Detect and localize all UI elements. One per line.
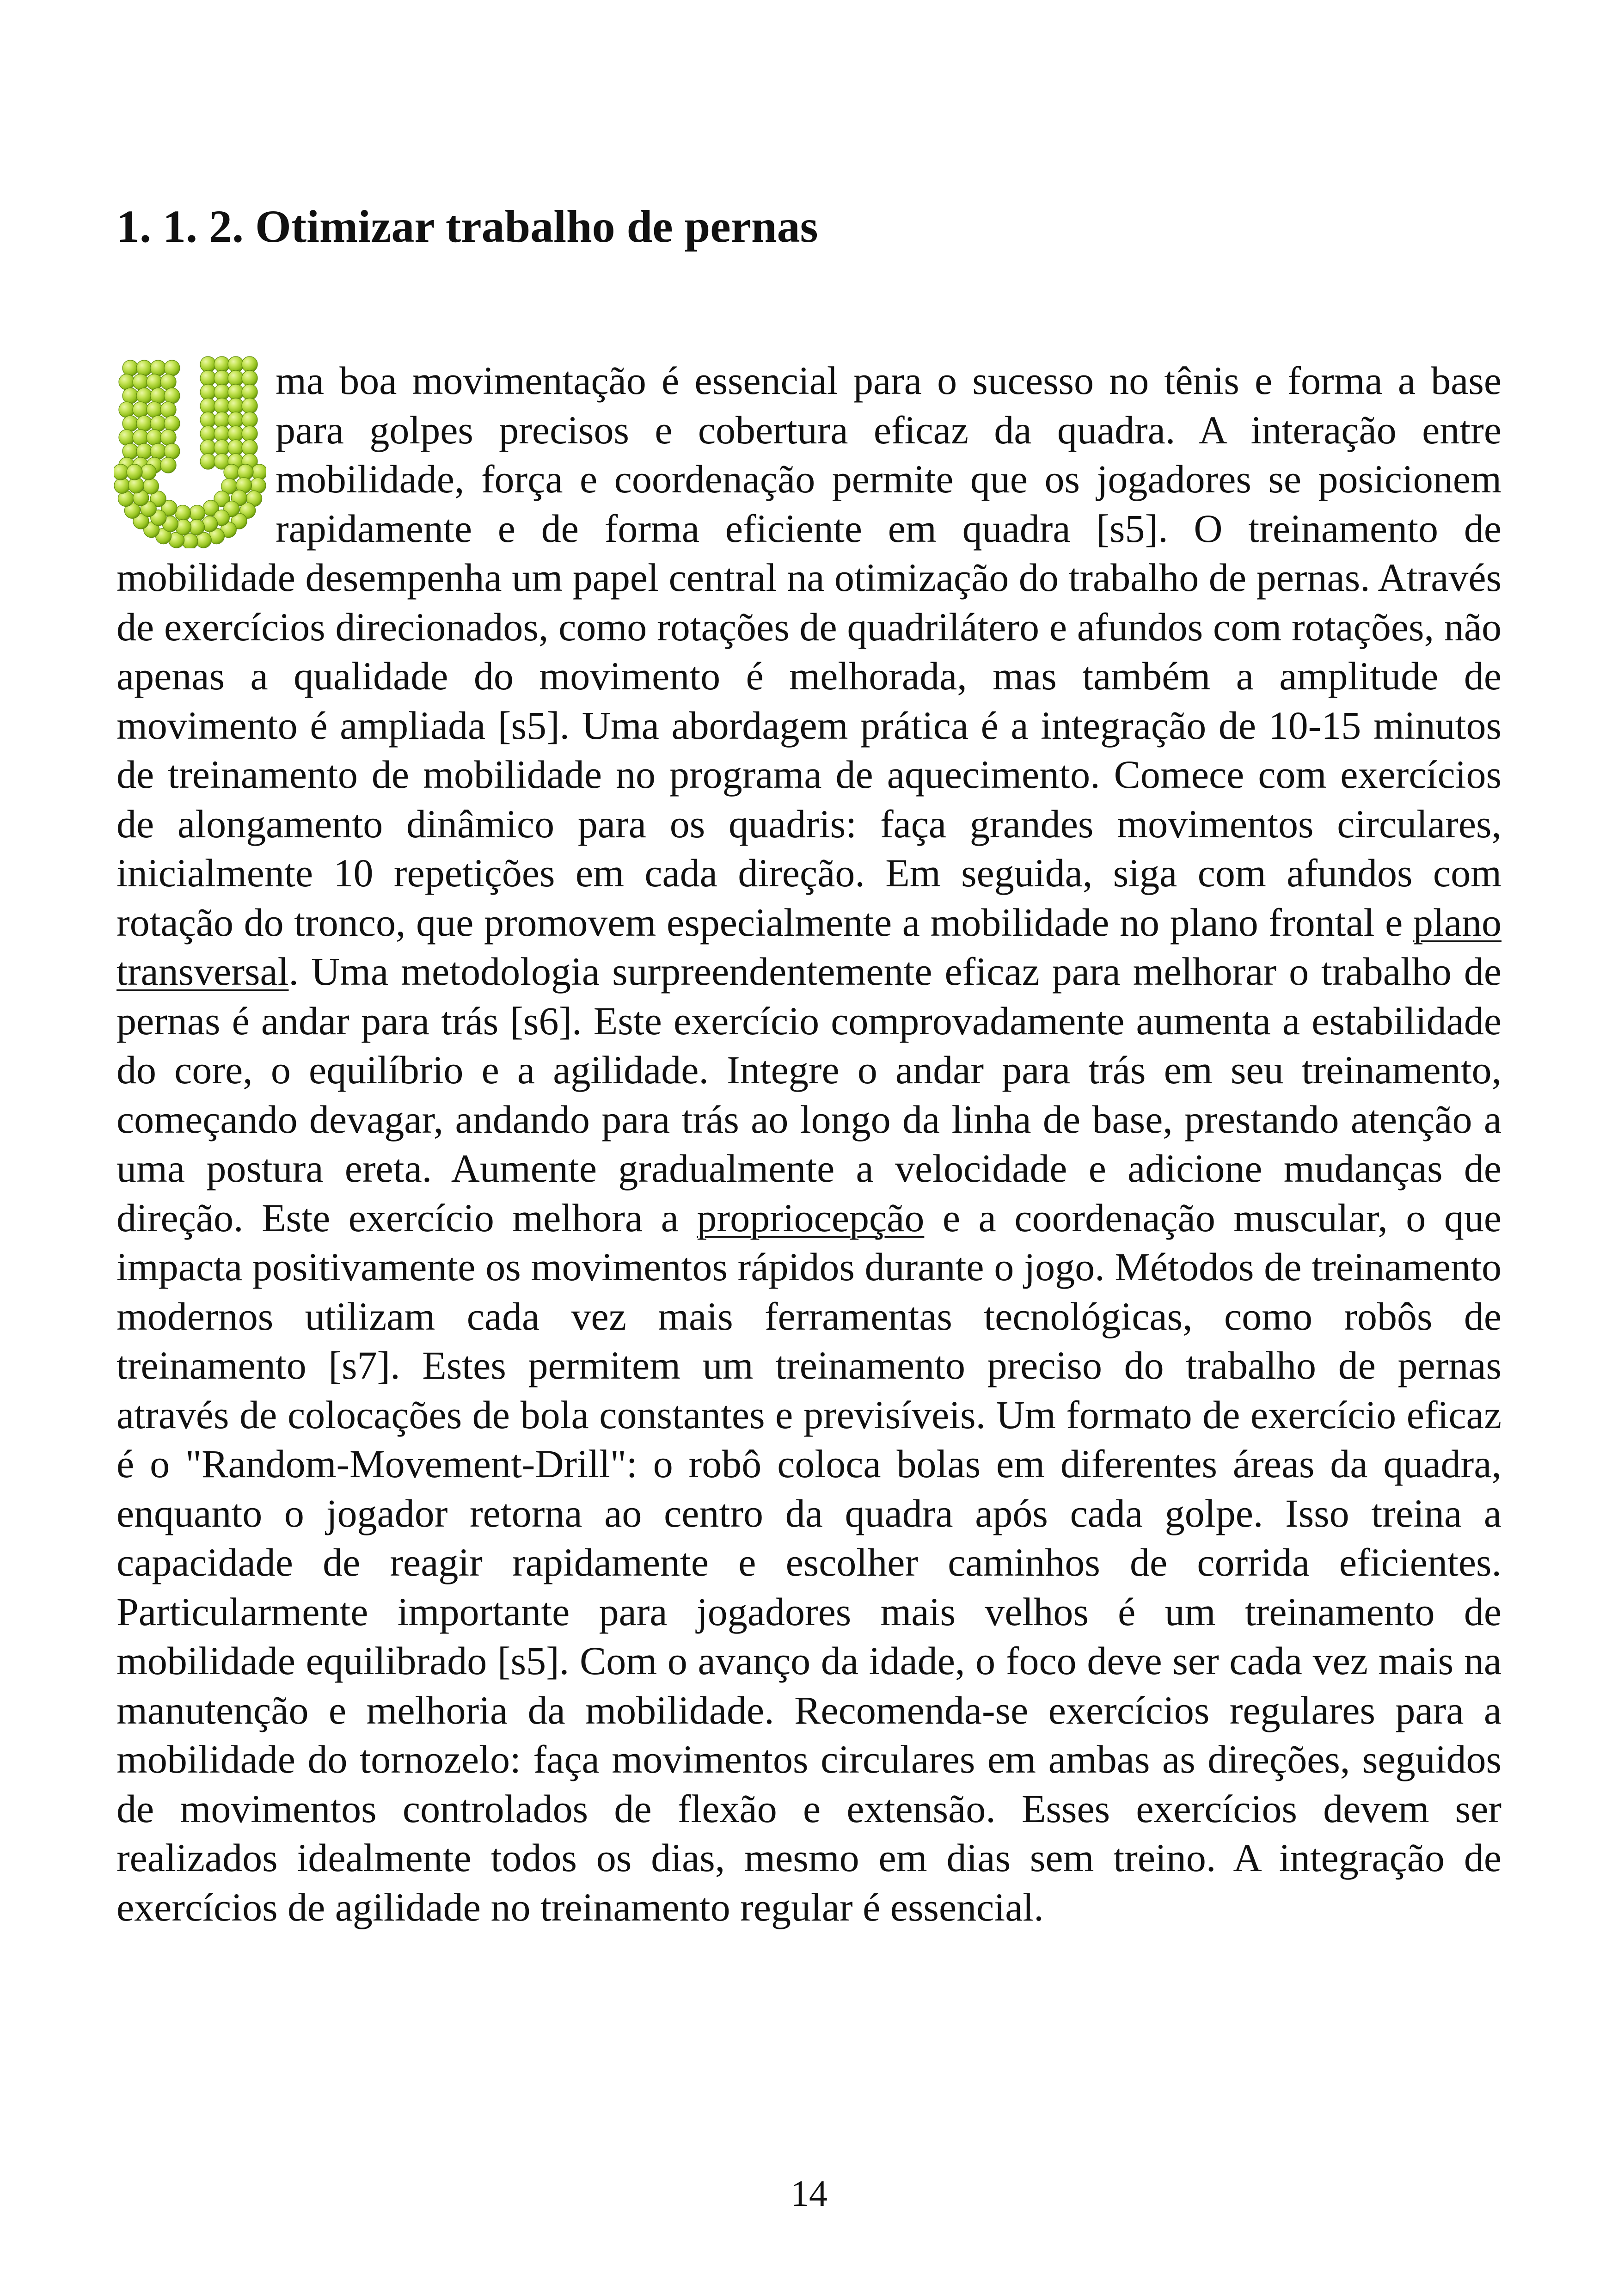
tennis-ball-icon bbox=[150, 443, 166, 459]
tennis-ball-icon bbox=[150, 360, 166, 376]
tennis-ball-icon bbox=[214, 412, 230, 428]
tennis-ball-icon bbox=[190, 505, 205, 521]
tennis-ball-icon bbox=[214, 384, 230, 400]
tennis-ball-icon bbox=[164, 416, 180, 431]
tennis-ball-icon bbox=[136, 443, 152, 459]
tennis-ball-icon bbox=[200, 384, 216, 400]
tennis-ball-icon bbox=[224, 464, 239, 480]
link-plano-transversal[interactable]: plano transversal bbox=[116, 900, 1502, 994]
tennis-ball-icon bbox=[164, 443, 180, 459]
tennis-ball-icon bbox=[200, 426, 216, 442]
body-text-part-3: e a coordenação muscular, o que impacta positivamente os movimentos rápidos durante o jogo. Métodos de treinamento modernos utilizam cada vez mais ferramentas tecnológicas, como robôs de treinamento [s7]. Estes permitem um treinamento preciso do trabalho de pernas através de colocações de bola constantes e previsíveis. Um formato de exercício eficaz é o "Random-Movement-Drill": o robô coloca bolas em diferentes áreas da quadra, enquanto o jogador retorna ao centro da quadra após cada golpe. Isso treina a capacidade de reagir rapidamente e escolher caminhos de corrida eficientes. Particularmente importante para jogadores mais velhos é um treinamento de mobilidade equilibrado [s5]. Com o avanço da idade, o foco deve ser cada vez mais na manutenção e melhoria da mobilidade. Recomenda-se exercícios regulares para a mobilidade do tornozelo: faça movimentos circulares em ambas as direções, seguidos de movimentos controlados de flexão e extensão. Esses exercícios devem ser realizados idealmente todos os dias, mesmo em dias sem treino. A integração de exercícios de agilidade no treinamento regular é essencial. bbox=[116, 1195, 1502, 1929]
tennis-ball-icon bbox=[242, 370, 257, 386]
tennis-ball-icon bbox=[119, 374, 135, 390]
tennis-ball-icon bbox=[200, 440, 216, 455]
tennis-ball-icon bbox=[214, 370, 230, 386]
tennis-ball-icon bbox=[123, 360, 138, 376]
tennis-ball-icon bbox=[214, 356, 230, 372]
tennis-ball-icon bbox=[228, 398, 244, 414]
tennis-ball-icon bbox=[147, 374, 162, 390]
tennis-ball-icon bbox=[160, 430, 176, 445]
tennis-ball-icon bbox=[242, 356, 257, 372]
tennis-ball-icon bbox=[133, 402, 148, 417]
tennis-ball-icon bbox=[228, 370, 244, 386]
tennis-ball-icon bbox=[150, 388, 166, 404]
tennis-ball-icon bbox=[214, 426, 230, 442]
tennis-ball-icon bbox=[242, 398, 257, 414]
tennis-ball-icon bbox=[123, 443, 138, 459]
tennis-ball-icon bbox=[133, 430, 148, 445]
tennis-ball-icon bbox=[242, 426, 257, 442]
tennis-ball-icon bbox=[200, 356, 216, 372]
tennis-ball-icon bbox=[228, 412, 244, 428]
tennis-ball-icon bbox=[214, 440, 230, 455]
tennis-ball-icon bbox=[200, 454, 216, 469]
section-heading: 1. 1. 2. Otimizar trabalho de pernas bbox=[116, 201, 818, 252]
tennis-ball-icon bbox=[147, 430, 162, 445]
tennis-ball-icon bbox=[133, 374, 148, 390]
tennis-ball-icon bbox=[160, 457, 176, 473]
body-text-part-1: ma boa movimentação é essencial para o sucesso no tênis e forma a base para golpes precisos e cobertura eficaz da quadra. A interação entre mobilidade, força e coordenação permite que os jogadores se posicionem rapidamente e de forma eficiente em quadra [s5]. O treinamento de mobilidade desempenha um papel central na otimização do trabalho de pernas. Através de exercícios direcionados, como rotações de quadrilátero e afundos com rotações, não apenas a qualidade do movimento é melhorada, mas também a amplitude de movimento é ampliada [s5]. Uma abordagem prática é a integração de 10-15 minutos de treinamento de mobilidade no programa de aquecimento. Comece com exercícios de alongamento dinâmico para os quadris: faça grandes movimentos circulares, inicialmente 10 repetições em cada direção. Em seguida, siga com afundos com rotação do tronco, que promovem especialmente a mobilidade no plano frontal e bbox=[116, 358, 1502, 945]
tennis-ball-icon bbox=[242, 412, 257, 428]
tennis-ball-icon bbox=[228, 356, 244, 372]
tennis-ball-icon bbox=[160, 402, 176, 417]
tennis-ball-icon bbox=[136, 360, 152, 376]
tennis-ball-icon bbox=[200, 398, 216, 414]
tennis-ball-icon bbox=[164, 388, 180, 404]
body-text-part-2: . Uma metodologia surpreendentemente eficaz para melhorar o trabalho de pernas é andar para trás [s6]. Este exercício comprovadamente aumenta a estabilidade do core, o equilíbrio e a agilidade. Integre o andar para trás em seu treinamento, começando devagar, andando para trás ao longo da linha de base, prestando atenção a uma postura ereta. Aumente gradualmente a velocidade e adicione mudanças de direção. Este exercício melhora a bbox=[116, 949, 1502, 1240]
tennis-ball-icon bbox=[141, 464, 156, 480]
tennis-ball-icon bbox=[150, 416, 166, 431]
tennis-ball-icon bbox=[200, 370, 216, 386]
tennis-ball-icon bbox=[164, 360, 180, 376]
page-number: 14 bbox=[791, 2173, 827, 2214]
tennis-ball-icon bbox=[242, 384, 257, 400]
tennis-ball-icon bbox=[114, 464, 129, 480]
tennis-ball-icon bbox=[147, 402, 162, 417]
tennis-ball-icon bbox=[136, 388, 152, 404]
dropcap-letter-u-image bbox=[114, 354, 266, 548]
tennis-ball-icon bbox=[123, 388, 138, 404]
tennis-ball-icon bbox=[127, 464, 142, 480]
tennis-ball-icon bbox=[228, 384, 244, 400]
tennis-ball-icon bbox=[242, 440, 257, 455]
tennis-ball-icon bbox=[200, 412, 216, 428]
tennis-ball-icon bbox=[136, 416, 152, 431]
tennis-ball-icon bbox=[228, 440, 244, 455]
tennis-ball-icon bbox=[119, 402, 135, 417]
tennis-ball-icon bbox=[214, 398, 230, 414]
body-paragraph bbox=[116, 356, 1502, 1932]
tennis-ball-icon bbox=[228, 426, 244, 442]
tennis-ball-icon bbox=[123, 416, 138, 431]
link-propriocepcao[interactable]: propriocepção bbox=[697, 1195, 925, 1240]
tennis-ball-icon bbox=[119, 430, 135, 445]
tennis-ball-icon bbox=[114, 478, 130, 493]
tennis-ball-icon bbox=[160, 374, 176, 390]
